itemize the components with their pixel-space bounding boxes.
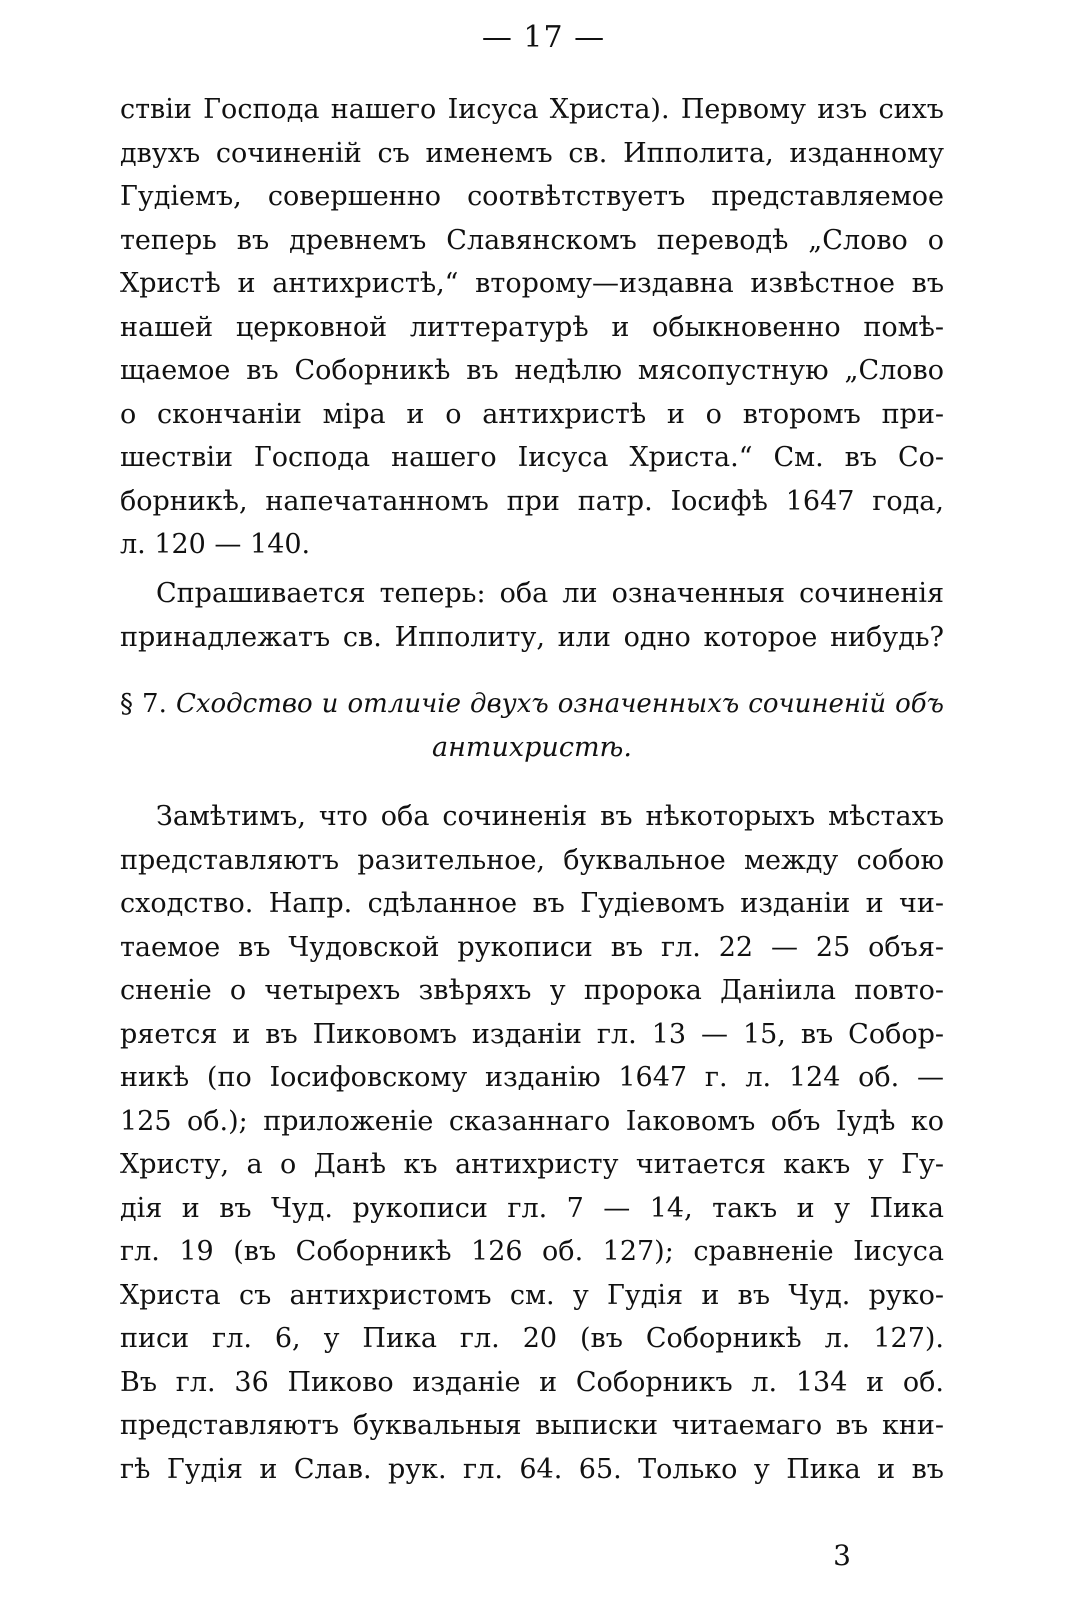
- text-line: никѣ (по Іосифовскому изданію 1647 г. л. 124 об. —: [120, 1062, 944, 1093]
- section-heading-line: [120, 683, 944, 726]
- text-line: Замѣтимъ, что оба сочиненія въ нѣкоторыхъ мѣстахъ: [156, 801, 944, 832]
- text-line: ствіи Господа нашего Іисуса Христа). Первому изъ сихъ: [120, 94, 944, 125]
- text-line: Въ гл. 36 Пиково изданіе и Соборникъ л. 134 и об.: [120, 1366, 944, 1398]
- text-line: о скончаніи міра и о антихристѣ и о второмъ при-: [120, 398, 944, 430]
- text-line: теперь въ древнемъ Славянскомъ переводѣ „Слово о: [120, 224, 944, 256]
- printer-signature-mark: 3: [833, 1539, 851, 1572]
- text-line: писи гл. 6, у Пика гл. 20 (въ Соборникѣ л. 127).: [120, 1323, 944, 1354]
- section-number: § 7.: [120, 689, 167, 719]
- paragraph-3: [120, 795, 944, 1491]
- text-line: 125 об.); приложеніе сказаннаго Іаковомъ объ Іудѣ ко: [120, 1105, 944, 1137]
- text-line: Христу, а о Данѣ къ антихристу читается какъ у Гу-: [120, 1149, 944, 1180]
- text-line: представляютъ разительное, буквальное между собою: [120, 844, 944, 876]
- text-line: представляютъ буквальныя выписки читаемаго въ кни-: [120, 1410, 944, 1441]
- text-line: гл. 19 (въ Соборникѣ 126 об. 127); сравненіе Іисуса: [120, 1236, 944, 1267]
- text-line: таемое въ Чудовской рукописи въ гл. 22 — 25 объя-: [120, 931, 944, 963]
- text-line: Спрашивается теперь: оба ли означенныя сочиненія: [156, 578, 944, 609]
- text-line: гѣ Гудія и Слав. рук. гл. 64. 65. Только у Пика и въ: [120, 1453, 944, 1485]
- text-line: ряется и въ Пиковомъ изданіи гл. 13 — 15, въ Собор-: [120, 1018, 944, 1050]
- text-line: Христѣ и антихристѣ,“ второму—издавна извѣстное въ: [120, 268, 944, 299]
- text-line: нашей церковной литтературѣ и обыкновенно помѣ-: [120, 311, 944, 343]
- text-line: щаемое въ Соборникѣ въ недѣлю мясопустную „Слово: [120, 355, 944, 386]
- paragraph-1: [120, 88, 944, 567]
- text-line: принадлежатъ св. Ипполиту, или одно которое нибудь?: [120, 621, 944, 653]
- text-line: Христа съ антихристомъ см. у Гудія и въ Чуд. руко-: [120, 1279, 944, 1311]
- page-number: — 17 —: [481, 20, 606, 55]
- section-title-continued: антихристѣ.: [432, 732, 632, 763]
- paragraph-2: [120, 572, 944, 659]
- text-line: Гудіемъ, совершенно соотвѣтствуетъ представляемое: [120, 181, 944, 212]
- text-line: борникѣ, напечатанномъ при патр. Іосифѣ 1647 года,: [120, 485, 944, 517]
- text-line: шествіи Господа нашего Іисуса Христа.“ См. въ Со-: [120, 442, 944, 473]
- text-line: л. 120 — 140.: [120, 529, 311, 560]
- section-heading: [120, 683, 944, 769]
- text-line: сходство. Напр. сдѣланное въ Гудіевомъ изданіи и чи-: [120, 888, 944, 919]
- text-line: дія и въ Чуд. рукописи гл. 7 — 14, такъ и у Пика: [120, 1192, 944, 1224]
- section-title: Сходство и отличіе двухъ означенныхъ сочиненій объ: [175, 689, 945, 719]
- text-line: сненіе о четырехъ звѣряхъ у пророка Даніила повто-: [120, 975, 944, 1006]
- text-line: двухъ сочиненій съ именемъ св. Ипполита, изданному: [120, 137, 944, 169]
